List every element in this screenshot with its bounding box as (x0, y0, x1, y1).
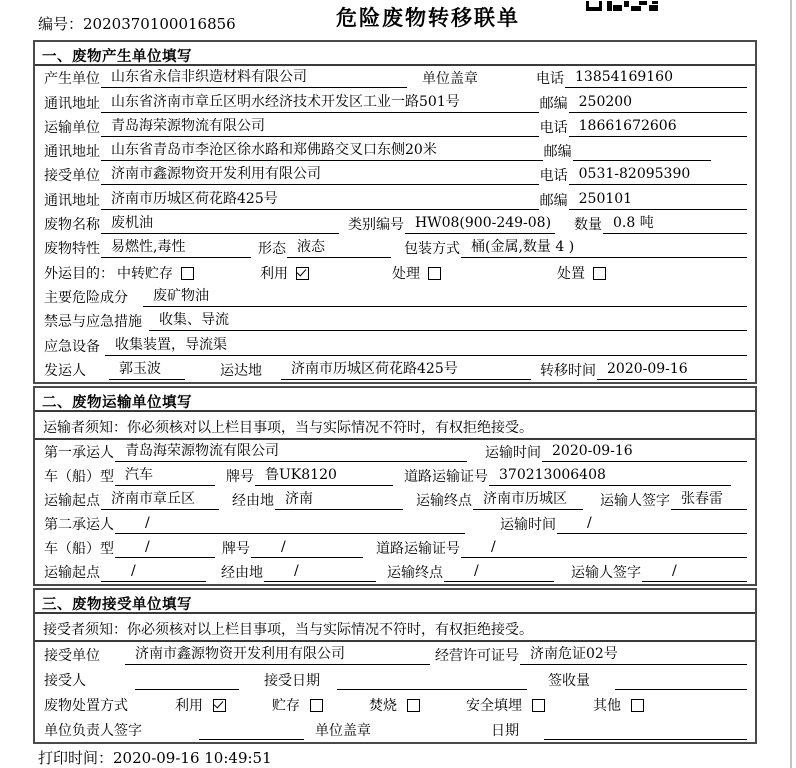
packing-label: 包装方式 (404, 241, 460, 258)
vehicle1-row (35, 464, 755, 488)
carrier1-label: 第一承运人 (44, 444, 114, 461)
page-edge-line (790, 0, 792, 768)
carrier2-label: 第二承运人 (44, 517, 114, 534)
sign-date-field (544, 721, 747, 740)
disposal-method-row (35, 692, 755, 717)
producer-phone-label: 电话 (536, 71, 564, 88)
main-hazard-label: 主要危险成分 (44, 289, 128, 306)
doc-number (38, 13, 236, 34)
transporter-phone-label: 电话 (539, 119, 568, 136)
vehicle2-type-field: / (115, 538, 215, 558)
producer-address-field: 山东省济南市章丘区明水经济技术开发区工业一路501号 (101, 93, 539, 113)
category-code-field: HW08(900-249-08) (405, 214, 555, 234)
disposal-incineration-checkbox (407, 699, 420, 712)
emergency-equipment-label: 应急设备 (44, 338, 100, 355)
purpose-reuse-checkbox (296, 267, 309, 280)
transfer-time-field: 2020-09-16 (597, 360, 747, 380)
doc-number-value: 2020370100016856 (83, 15, 236, 33)
print-time-value: 2020-09-16 10:49:51 (113, 749, 272, 767)
form-state-field: 液态 (287, 238, 391, 258)
transporter-unit-field: 青岛海荣源物流有限公司 (101, 117, 539, 137)
quantity-field: 0.8 吨 (603, 214, 747, 234)
accepting-unit-field: 济南市鑫源物资开发利用有限公司 (125, 645, 430, 665)
producer-unit-label: 产生单位 (44, 71, 100, 88)
route1-via-label: 经由地 (232, 493, 274, 510)
section-producer-header: 一、废物产生单位填写 (35, 42, 755, 66)
receiver-address-field: 济南市历城区荷花路425号 (101, 190, 539, 210)
producer-zip-field: 250200 (569, 93, 747, 113)
accepting-unit-label: 接受单位 (44, 648, 100, 665)
route1-row (35, 488, 755, 512)
form-state-label: 形态 (258, 241, 286, 258)
carrier1-time-field: 2020-09-16 (542, 442, 747, 462)
route1-start-label: 运输起点 (44, 493, 100, 510)
transfer-purpose-label: 外运目的： (44, 265, 114, 282)
acceptor-label: 接受人 (44, 673, 86, 690)
transporter-unit-label: 运输单位 (44, 119, 100, 136)
contraindication-label: 禁忌与应急措施 (44, 314, 142, 331)
waste-props-field: 易燃性,毒性 (101, 238, 251, 258)
transporter-zip-label: 邮编 (543, 144, 572, 161)
dispatch-row (35, 358, 755, 382)
manifest-form (33, 40, 757, 744)
route2-sign-label: 运输人签字 (571, 565, 641, 582)
carrier1-row (35, 440, 755, 464)
category-code-label: 类别编号 (348, 217, 404, 234)
vehicle1-type-field: 汽车 (115, 466, 215, 486)
route2-via-label: 经由地 (221, 565, 263, 582)
waste-name-label: 废物名称 (44, 217, 100, 234)
vehicle2-plate-label: 牌号 (222, 541, 250, 558)
transporter-address-field: 山东省青岛市李沧区徐水路和郑佛路交叉口东侧20米 (101, 141, 543, 161)
route1-start-field: 济南市章丘区 (101, 490, 219, 510)
purpose-option-treatment: 处理 (392, 265, 420, 282)
acceptor-field (135, 671, 239, 690)
vehicle1-permit-label: 道路运输证号 (404, 469, 488, 486)
signature-row (35, 717, 755, 742)
unit-seal-label: 单位盖章 (315, 723, 371, 740)
contraindication-field: 收集、导流 (149, 311, 747, 331)
route2-sign-field: / (642, 562, 747, 582)
receiver-zip-label: 邮编 (539, 192, 568, 209)
main-hazard-field: 废矿物油 (143, 287, 747, 307)
waste-props-row (35, 236, 755, 260)
disposal-option-incineration: 焚烧 (369, 698, 397, 715)
producer-seal-label: 单位盖章 (422, 71, 478, 88)
transporter-phone-field: 18661672606 (569, 117, 747, 137)
route2-start-field: / (101, 562, 206, 582)
disposal-reuse-checkbox (213, 699, 226, 712)
carrier2-row (35, 512, 755, 536)
disposal-option-reuse: 利用 (175, 698, 203, 715)
vehicle1-plate-label: 牌号 (226, 469, 254, 486)
producer-unit-field: 山东省永信非织造材料有限公司 (101, 68, 407, 88)
carrier2-time-label: 运输时间 (500, 517, 556, 534)
disposal-landfill-checkbox (532, 699, 545, 712)
route2-start-label: 运输起点 (44, 565, 100, 582)
section-transporter (33, 386, 757, 587)
print-time (38, 747, 272, 768)
producer-address-row (35, 90, 755, 114)
received-qty-label: 签收量 (548, 673, 590, 690)
purpose-option-reuse: 利用 (260, 265, 288, 282)
transfer-purpose-row (35, 260, 755, 284)
vehicle2-type-label: 车（船）型 (44, 541, 114, 558)
receiver-unit-field: 济南市鑫源物资开发利用有限公司 (101, 165, 539, 185)
responsible-signature-field (199, 721, 304, 740)
destination-field: 济南市历城区荷花路425号 (281, 360, 531, 380)
received-qty-field (615, 671, 747, 690)
producer-zip-label: 邮编 (539, 95, 568, 112)
disposal-method-label: 废物处置方式 (44, 698, 128, 715)
vehicle1-permit-field: 370213006408 (489, 466, 731, 486)
transporter-address-row (35, 139, 755, 163)
purpose-transfer-storage-checkbox (181, 267, 194, 280)
vehicle1-type-label: 车（船）型 (44, 469, 114, 486)
section-receiver (33, 588, 757, 744)
route2-end-field: / (444, 562, 554, 582)
route2-end-label: 运输终点 (387, 565, 443, 582)
transfer-time-label: 转移时间 (540, 362, 596, 379)
receiver-phone-field: 0531-82095390 (569, 165, 747, 185)
responsible-signature-label: 单位负责人签字 (44, 723, 142, 740)
print-time-label: 打印时间： (38, 749, 114, 767)
receiver-address-label: 通讯地址 (44, 192, 100, 209)
disposal-other-checkbox (631, 699, 644, 712)
purpose-disposal-checkbox (593, 267, 606, 280)
accepting-unit-row (35, 642, 755, 667)
carrier2-field: / (115, 514, 465, 534)
quantity-label: 数量 (574, 217, 602, 234)
license-number-field: 济南危证02号 (520, 645, 747, 665)
vehicle2-row (35, 536, 755, 560)
vehicle1-plate-field: 鲁UK8120 (255, 466, 393, 486)
route2-row (35, 560, 755, 584)
route1-end-label: 运输终点 (416, 493, 472, 510)
emergency-equipment-row (35, 333, 755, 357)
packing-field: 桶(金属,数量 4 ) (461, 238, 747, 258)
qr-code-icon (586, 0, 658, 16)
carrier1-field: 青岛海荣源物流有限公司 (115, 442, 467, 462)
transporter-zip-field (573, 142, 711, 161)
acceptance-row (35, 667, 755, 692)
receiver-phone-label: 电话 (539, 168, 568, 185)
producer-unit-row (35, 66, 755, 90)
page-title: 危险废物转移联单 (336, 5, 520, 30)
route1-end-field: 济南市历城区 (473, 490, 583, 510)
section-receiver-header: 三、废物接受单位填写 (35, 590, 755, 614)
receiver-unit-row (35, 163, 755, 187)
purpose-option-disposal: 处置 (557, 265, 585, 282)
producer-address-label: 通讯地址 (44, 95, 100, 112)
purpose-treatment-checkbox (428, 267, 441, 280)
sign-date-label: 日期 (491, 723, 519, 740)
disposal-option-storage: 贮存 (272, 698, 300, 715)
carrier2-time-field: / (557, 514, 747, 534)
waste-name-field: 废机油 (101, 214, 339, 234)
route1-via-field: 济南 (275, 490, 403, 510)
receiver-zip-field: 250101 (569, 190, 747, 210)
route1-sign-field: 张春雷 (671, 490, 747, 510)
producer-phone-field: 13854169160 (565, 68, 747, 88)
vehicle2-permit-field: / (461, 538, 747, 558)
route2-via-field: / (264, 562, 376, 582)
transporter-address-label: 通讯地址 (44, 144, 100, 161)
vehicle2-permit-label: 道路运输证号 (376, 541, 460, 558)
vehicle2-plate-field: / (251, 538, 363, 558)
main-hazard-row (35, 285, 755, 309)
accept-date-field (337, 671, 527, 690)
disposal-option-landfill: 安全填埋 (466, 698, 522, 715)
waste-name-row (35, 212, 755, 236)
carrier1-time-label: 运输时间 (485, 444, 541, 461)
transporter-notice: 运输者须知：你必须核对以上栏目事项，当与实际情况不符时，有权拒绝接受。 (35, 412, 755, 440)
emergency-equipment-field: 收集装置，导流渠 (105, 336, 747, 356)
destination-label: 运达地 (220, 362, 262, 379)
purpose-option-transfer-storage: 中转贮存 (117, 265, 173, 282)
disposal-option-other: 其他 (593, 698, 621, 715)
route1-sign-label: 运输人签字 (600, 493, 670, 510)
section-producer (33, 40, 757, 384)
dispatcher-field: 郭玉波 (109, 360, 185, 380)
waste-props-label: 废物特性 (44, 241, 100, 258)
disposal-storage-checkbox (310, 699, 323, 712)
receiver-address-row (35, 187, 755, 211)
receiver-unit-label: 接受单位 (44, 168, 100, 185)
dispatcher-label: 发运人 (44, 362, 86, 379)
doc-number-label: 编号： (38, 15, 84, 33)
section-transporter-header: 二、废物运输单位填写 (35, 388, 755, 412)
license-number-label: 经营许可证号 (435, 648, 519, 665)
transporter-unit-row (35, 115, 755, 139)
contraindication-row (35, 309, 755, 333)
receiver-notice: 接受者须知：你必须核对以上栏目事项，当与实际情况不符时，有权拒绝接受。 (35, 614, 755, 642)
accept-date-label: 接受日期 (264, 673, 320, 690)
